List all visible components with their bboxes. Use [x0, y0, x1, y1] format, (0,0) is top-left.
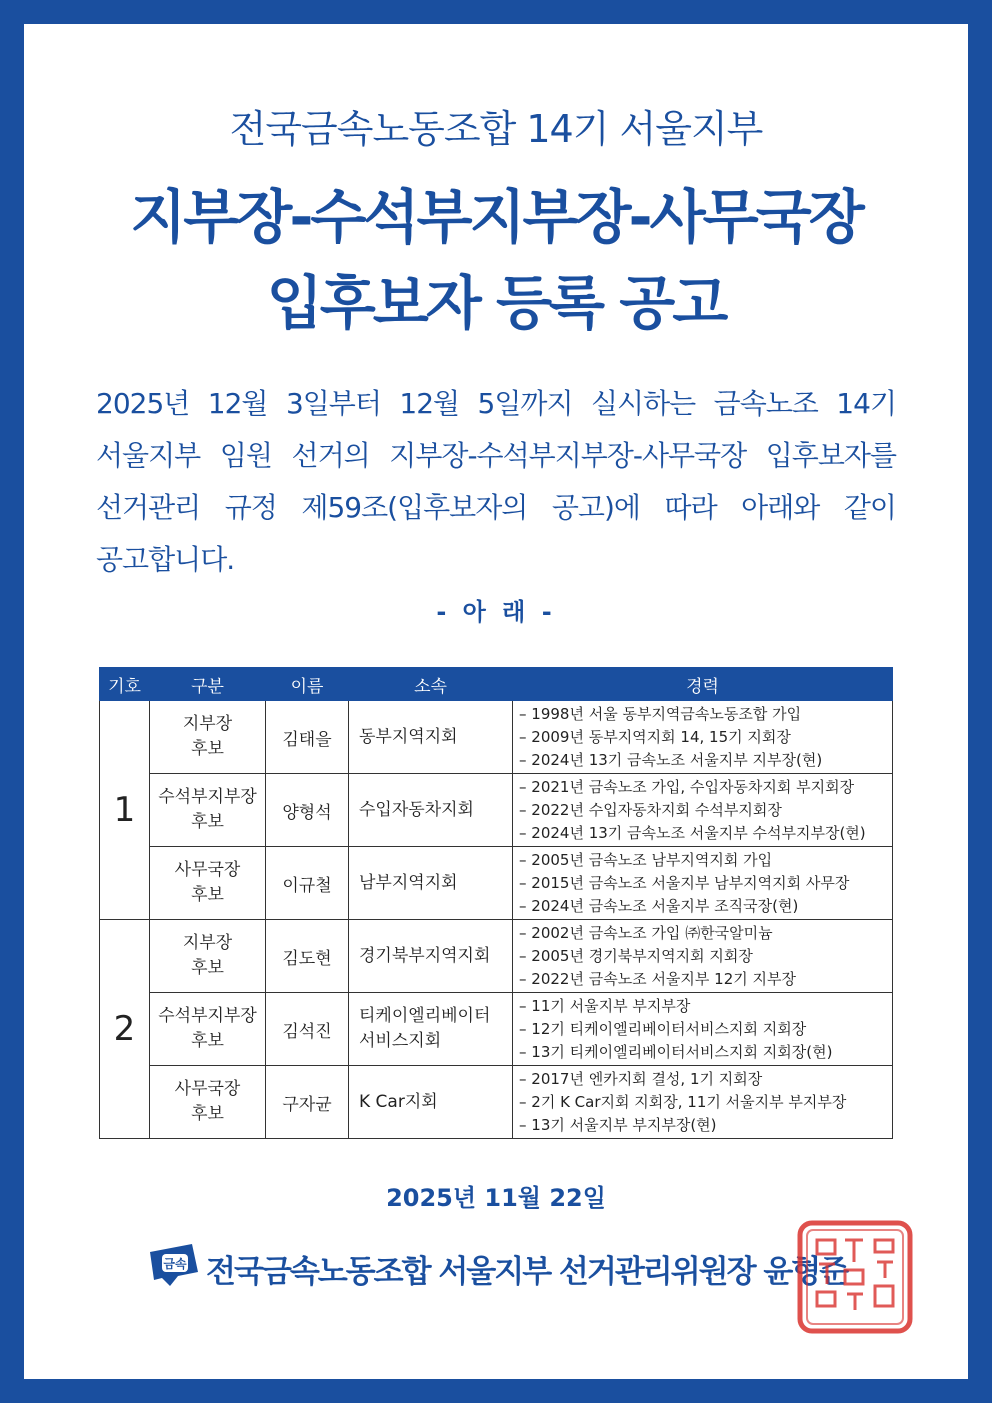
signature-row	[148, 1238, 868, 1298]
career-item: – 2005년 금속노조 남부지역지회 가입	[519, 849, 891, 872]
career-item: – 2024년 13기 금속노조 서울지부 수석부지부장(현)	[519, 822, 891, 845]
candidate-org: 남부지역지회	[349, 847, 513, 920]
table-row	[100, 701, 893, 774]
table-header-row	[100, 668, 893, 701]
candidate-org: 수입자동차지회	[349, 774, 513, 847]
signer-name: 전국금속노동조합 서울지부 선거관리위원장 윤형준	[206, 1254, 848, 1290]
notice-subtitle: 전국금속노동조합 14기 서울지부	[229, 107, 763, 151]
notice-body: 2025년 12월 3일부터 12월 5일까지 실시하는 금속노조 14기 서울지부 임원 선거의 지부장-수석부지부장-사무국장 입후보자를 선거관리 규정 제59조(입후보자의 공고)에 따라 아래와 같이 공고합니다.	[96, 387, 896, 576]
table-row	[100, 1066, 893, 1139]
table-row	[100, 847, 893, 920]
candidate-name: 양형석	[266, 774, 349, 847]
career-item: – 13기 서울지부 부지부장(현)	[519, 1114, 891, 1137]
career-item: – 2002년 금속노조 가입 ㈜한국알미늄	[519, 922, 891, 945]
career-cell	[513, 920, 893, 993]
header-number: 기호	[100, 668, 150, 701]
table-row	[100, 993, 893, 1066]
career-item: – 1998년 서울 동부지역금속노동조합 가입	[519, 703, 891, 726]
notice-title-line1: 지부장-수석부지부장-사무국장	[130, 183, 862, 251]
role-cell: 수석부지부장 후보	[150, 993, 266, 1066]
role-cell: 사무국장 후보	[150, 847, 266, 920]
career-item: – 2022년 금속노조 서울지부 12기 지부장	[519, 968, 891, 991]
role-cell: 지부장 후보	[150, 701, 266, 774]
official-seal-icon	[797, 1220, 913, 1334]
candidate-name: 김도현	[266, 920, 349, 993]
role-cell: 사무국장 후보	[150, 1066, 266, 1139]
career-cell	[513, 993, 893, 1066]
career-item: – 2015년 금속노조 서울지부 남부지역지회 사무장	[519, 872, 891, 895]
svg-text:금속: 금속	[163, 1257, 187, 1271]
candidate-org: 경기북부지역지회	[349, 920, 513, 993]
career-item: – 13기 티케이엘리베이터서비스지회 지회장(현)	[519, 1041, 891, 1064]
table-row	[100, 920, 893, 993]
career-item: – 2009년 동부지역지회 14, 15기 지회장	[519, 726, 891, 749]
career-item: – 2024년 금속노조 서울지부 조직국장(현)	[519, 895, 891, 918]
career-item: – 2024년 13기 금속노조 서울지부 지부장(현)	[519, 749, 891, 772]
ballot-number: 1	[100, 701, 150, 920]
candidate-name: 김태을	[266, 701, 349, 774]
career-cell	[513, 701, 893, 774]
career-item: – 11기 서울지부 부지부장	[519, 995, 891, 1018]
header-career: 경력	[513, 668, 893, 701]
candidate-org: 티케이엘리베이터 서비스지회	[349, 993, 513, 1066]
career-item: – 2021년 금속노조 가입, 수입자동차지회 부지회장	[519, 776, 891, 799]
career-item: – 2022년 수입자동차지회 수석부지회장	[519, 799, 891, 822]
header-role: 구분	[150, 668, 266, 701]
career-item: – 2기 K Car지회 지회장, 11기 서울지부 부지부장	[519, 1091, 891, 1114]
candidate-org: 동부지역지회	[349, 701, 513, 774]
ballot-number: 2	[100, 920, 150, 1139]
table-row	[100, 774, 893, 847]
candidate-name: 김석진	[266, 993, 349, 1066]
header-name: 이름	[266, 668, 349, 701]
candidate-table	[99, 667, 893, 1139]
notice-title-line2: 입후보자 등록 공고	[266, 269, 726, 337]
career-cell	[513, 774, 893, 847]
career-item: – 2017년 엔카지회 결성, 1기 지회장	[519, 1068, 891, 1091]
role-cell: 수석부지부장 후보	[150, 774, 266, 847]
career-item: – 2005년 경기북부지역지회 지회장	[519, 945, 891, 968]
candidate-name: 이규철	[266, 847, 349, 920]
role-cell: 지부장 후보	[150, 920, 266, 993]
career-cell	[513, 1066, 893, 1139]
header-org: 소속	[349, 668, 513, 701]
career-item: – 12기 티케이엘리베이터서비스지회 지회장	[519, 1018, 891, 1041]
candidate-org: K Car지회	[349, 1066, 513, 1139]
career-cell	[513, 847, 893, 920]
notice-date: 2025년 11월 22일	[386, 1184, 606, 1212]
section-label: - 아 래 -	[436, 598, 556, 626]
union-logo-icon	[148, 1242, 200, 1288]
candidate-name: 구자균	[266, 1066, 349, 1139]
